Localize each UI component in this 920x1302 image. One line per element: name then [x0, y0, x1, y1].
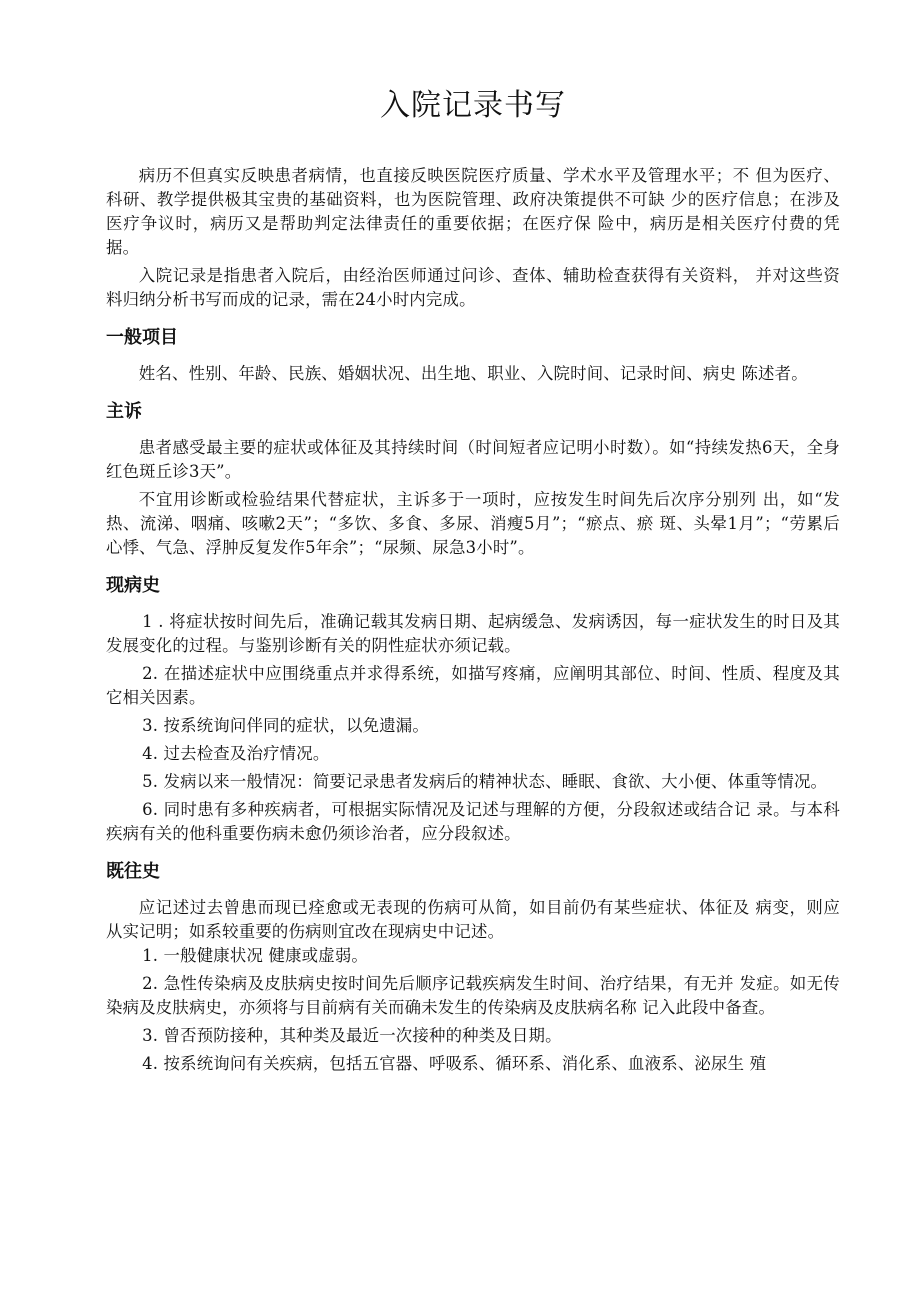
- document-page: [106, 84, 840, 1080]
- general-body: 姓名、性别、年龄、民族、婚姻状况、出生地、职业、入院时间、记录时间、病史 陈述者。: [138, 364, 808, 383]
- present-illness-item: 3. 按系统询问伴同的症状，以免遗漏。: [142, 716, 429, 735]
- complaint-paragraph: 不宜用诊断或检验结果代替症状，主诉多于一项时，应按发生时间先后次序分别列 出，如“发热、流涕、咽痛、咳嗽2天”；“多饮、多食、多尿、消瘦5月”；“瘀点、瘀 斑、头晕1月”；“劳累后心悸、气急、浮肿反复发作5年余”；“尿频、尿急3小时”。: [106, 490, 840, 557]
- page-title: 入院记录书写: [380, 88, 566, 123]
- section-heading-general: 一般项目: [106, 327, 178, 348]
- section-heading-complaint: 主诉: [106, 401, 142, 422]
- past-history-item: 4. 按系统询问有关疾病，包括五官器、呼吸系、循环系、消化系、血液系、泌尿生 殖: [142, 1054, 767, 1073]
- past-history-item: 1. 一般健康状况 健康或虚弱。: [142, 946, 369, 965]
- present-illness-item: 2. 在描述症状中应围绕重点并求得系统，如描写疼痛，应阐明其部位、时间、性质、程度及其它相关因素。: [106, 664, 840, 707]
- complaint-paragraph: 患者感受最主要的症状或体征及其持续时间（时间短者应记明小时数）。如“持续发热6天，全身红色斑丘诊3天”。: [106, 438, 840, 481]
- intro-paragraph: 病历不但真实反映患者病情，也直接反映医院医疗质量、学术水平及管理水平；不 但为医疗、科研、教学提供极其宝贵的基础资料，也为医院管理、政府决策提供不可缺 少的医疗信息；在涉及医疗争议时，病历又是帮助判定法律责任的重要依据；在医疗保 险中，病历是相关医疗付费的凭据。: [106, 166, 840, 257]
- present-illness-item: 1 . 将症状按时间先后，准确记载其发病日期、起病缓急、发病诱因，每一症状发生的时日及其发展变化的过程。与鉴别诊断有关的阴性症状亦须记载。: [106, 612, 840, 655]
- past-history-item: 3. 曾否预防接种，其种类及最近一次接种的种类及日期。: [142, 1026, 562, 1045]
- present-illness-item: 6. 同时患有多种疾病者，可根据实际情况及记述与理解的方便，分段叙述或结合记 录。与本科疾病有关的他科重要伤病未愈仍须诊治者，应分段叙述。: [106, 800, 840, 843]
- past-history-item: 2. 急性传染病及皮肤病史按时间先后顺序记载疾病发生时间、治疗结果，有无并 发症。如无传染病及皮肤病史，亦须将与目前病有关而确未发生的传染病及皮肤病名称 记入此段中备查。: [106, 974, 840, 1017]
- section-heading-present-illness: 现病史: [106, 575, 160, 596]
- intro-paragraph: 入院记录是指患者入院后，由经治医师通过问诊、查体、辅助检查获得有关资料， 并对这些资料归纳分析书写而成的记录，需在24小时内完成。: [106, 266, 840, 309]
- present-illness-item: 5. 发病以来一般情况：简要记录患者发病后的精神状态、睡眠、食欲、大小便、体重等情况。: [142, 772, 828, 791]
- present-illness-item: 4. 过去检查及治疗情况。: [142, 744, 330, 763]
- section-heading-past-history: 既往史: [106, 861, 160, 882]
- past-history-intro: 应记述过去曾患而现已痊愈或无表现的伤病可从简，如目前仍有某些症状、体征及 病变，则应从实记明；如系较重要的伤病则宜改在现病史中记述。: [106, 898, 840, 941]
